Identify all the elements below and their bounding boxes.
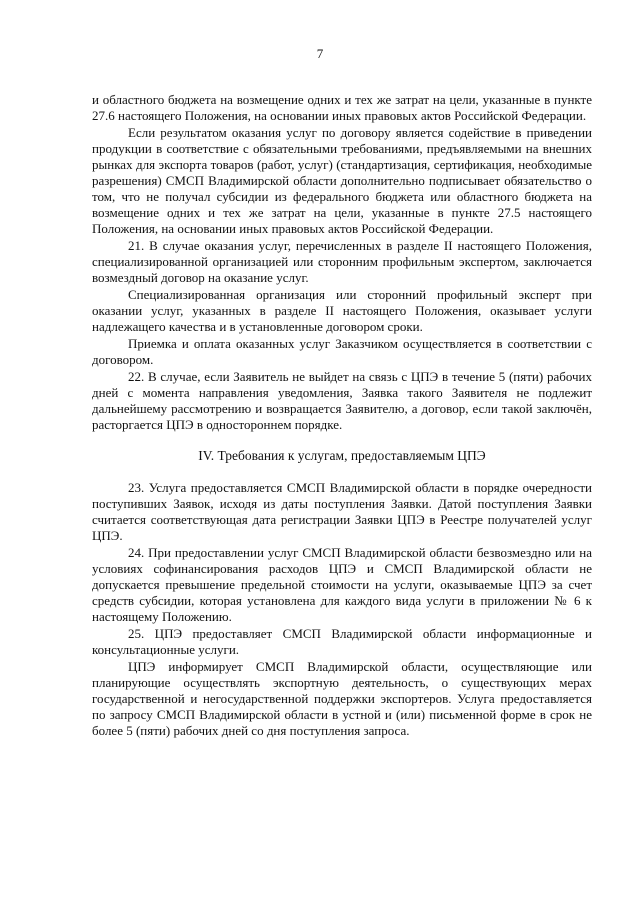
- paragraph-22: 22. В случае, если Заявитель не выйдет на связь с ЦПЭ в течение 5 (пяти) рабочих дней с момента направления уведомления, Заявка такого Заявителя не подлежит дальнейшему рассмотрению и возвращается Заявителю, а договор, если такой заключён, расторгается ЦПЭ в одностороннем порядке.: [92, 369, 592, 432]
- paragraph-specialized-organization: Специализированная организация или сторонний профильный эксперт при оказании услуг, указанных в разделе II настоящего Положения, оказывает услуги надлежащего качества и в установленные договором сроки.: [92, 287, 592, 334]
- paragraph-continuation: и областного бюджета на возмещение одних и тех же затрат на цели, указанные в пункте 27.6 настоящего Положения, на основании иных правовых актов Российской Федерации.: [92, 92, 592, 123]
- paragraph-acceptance-payment: Приемка и оплата оказанных услуг Заказчиком осуществляется в соответствии с договором.: [92, 336, 592, 367]
- paragraph-obligation: Если результатом оказания услуг по договору является содействие в приведении продукции в соответствие с обязательными требованиями, предъявляемыми на внешних рынках для экспорта товаров (работ, услуг) (стандартизация, сертификация, необходимые разрешения) СМСП Владимирской области дополнительно подписывает обязательство о том, что не получал субсидии из федерального бюджета или областного бюджета на возмещение одних и тех же затрат на цели, указанные в пункте 27.5 настоящего Положения, на основании иных правовых актов Российской Федерации.: [92, 125, 592, 236]
- paragraph-23: 23. Услуга предоставляется СМСП Владимирской области в порядке очередности поступивших Заявок, исходя из даты поступления Заявки. Датой поступления Заявки считается соответствующая дата регистрации Заявки ЦПЭ в Реестре получателей услуг ЦПЭ.: [92, 480, 592, 543]
- paragraph-information-support: ЦПЭ информирует СМСП Владимирской области, осуществляющие или планирующие осуществлять экспортную деятельность, о существующих мерах государственной и негосударственной поддержки экспортеров. Услуга предоставляется по запросу СМСП Владимирской области в устной и (или) письменной форме в срок не более 5 (пяти) рабочих дней со дня поступления запроса.: [92, 659, 592, 738]
- paragraph-24: 24. При предоставлении услуг СМСП Владимирской области безвозмездно или на условиях софинансирования расходов ЦПЭ и СМСП Владимирской области не допускается превышение предельной стоимости на услуги, оказываемые ЦПЭ за счет средств субсидии, которая установлена для каждого вида услуги в приложении № 6 к настоящему Положению.: [92, 545, 592, 624]
- section-heading-iv: IV. Требования к услугам, предоставляемым ЦПЭ: [198, 448, 486, 463]
- paragraph-25: 25. ЦПЭ предоставляет СМСП Владимирской области информационные и консультационные услуги.: [92, 626, 592, 657]
- page-number: 7: [316, 46, 324, 61]
- paragraph-21: 21. В случае оказания услуг, перечисленных в разделе II настоящего Положения, специализированной организацией или сторонним профильным экспертом, заключается возмездный договор на оказание услуг.: [92, 238, 592, 285]
- document-body: [92, 92, 592, 740]
